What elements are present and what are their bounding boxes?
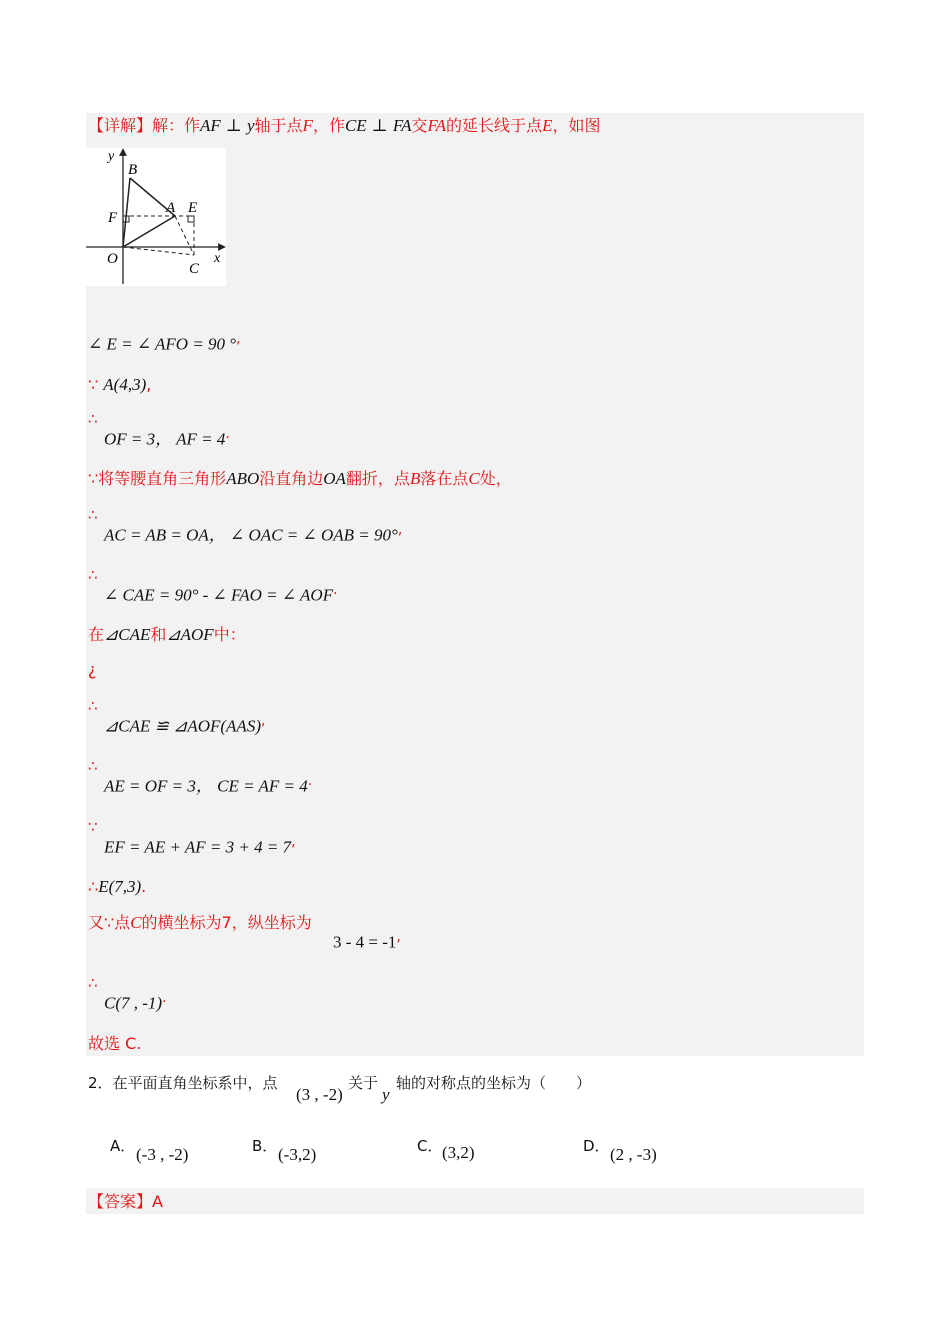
option-d[interactable]: D． [583, 1137, 610, 1155]
line-again-expr: 3 - 4 = -1, [333, 929, 401, 952]
line-AC: AC = AB = OA， ∠ OAC = ∠ OAB = 90°, [104, 522, 403, 545]
question-2-end: 轴的对称点的坐标为（ ） [396, 1074, 592, 1092]
line-CAE: ∠ CAE = 90° - ∠ FAO = ∠ AOF. [104, 582, 338, 605]
option-c[interactable]: C． [417, 1137, 443, 1155]
line-again: 又∵点C的横坐标为7，纵坐标为 [88, 913, 312, 932]
solution-intro: 【详解】解：作AF ⊥ y轴于点F，作CE ⊥ FA交FA的延长线于点E，如图 [88, 116, 601, 135]
line-AE-CE: AE = OF = 3， CE = AF = 4. [104, 773, 313, 796]
answer-line: 【答案】A [88, 1192, 163, 1211]
line-E-coord: ∴E(7,3). [88, 877, 147, 896]
line-OF-AF: OF = 3， AF = 4. [104, 426, 230, 449]
label-x: x [214, 251, 221, 266]
therefore-mark-3: ∴ [88, 566, 98, 584]
question-2-tail: 关于 [348, 1074, 379, 1092]
line-choice: 故选 C. [88, 1034, 142, 1053]
label-F: F [108, 210, 118, 226]
line-EF: EF = AE + AF = 3 + 4 = 7, [104, 834, 296, 857]
label-A: A [166, 200, 176, 216]
question-2: 2．在平面直角坐标系中，点 [88, 1074, 278, 1092]
line-congruent: ⊿CAE ≌ ⊿AOF(AAS), [104, 713, 266, 736]
geometry-figure [86, 148, 226, 286]
label-y: y [108, 149, 115, 164]
segment-OB [123, 178, 130, 247]
question-point: (3 , -2) [296, 1085, 343, 1104]
option-a[interactable]: A． [110, 1137, 136, 1155]
segment-OA [123, 216, 175, 247]
answer-box [86, 1188, 864, 1214]
line-C-coord: C(7 , -1). [104, 990, 167, 1013]
line-angle-E: ∠ E = ∠ AFO = 90 °, [88, 331, 241, 354]
option-c-value: (3,2) [442, 1143, 475, 1162]
coordinate-diagram [86, 148, 226, 286]
line-in-triangles: 在⊿CAE和⊿AOF中： [88, 625, 246, 644]
therefore-mark-2: ∴ [88, 506, 98, 524]
therefore-mark-5: ∴ [88, 757, 98, 775]
label-O: O [107, 251, 118, 267]
segment-OC [123, 247, 194, 255]
label-E: E [188, 200, 198, 216]
therefore-mark-6: ∴ [88, 974, 98, 992]
label-C: C [189, 261, 200, 277]
option-b-value: (-3,2) [278, 1145, 317, 1164]
therefore-mark-1: ∴ [88, 410, 98, 428]
label-B: B [128, 162, 138, 178]
because-mark: ∵ [88, 818, 98, 836]
option-a-value: (-3 , -2) [136, 1145, 189, 1164]
inverted-question-mark: ¿ [88, 660, 97, 679]
option-d-value: (2 , -3) [610, 1145, 657, 1164]
question-axis: y [382, 1085, 390, 1104]
right-angle-E [188, 216, 194, 222]
line-because-A: ∵ A(4,3), [88, 375, 152, 394]
option-b[interactable]: B． [252, 1137, 278, 1155]
therefore-mark-4: ∴ [88, 697, 98, 715]
line-fold: ∵将等腰直角三角形ABO沿直角边OA翻折，点B落在点C处， [88, 469, 512, 488]
